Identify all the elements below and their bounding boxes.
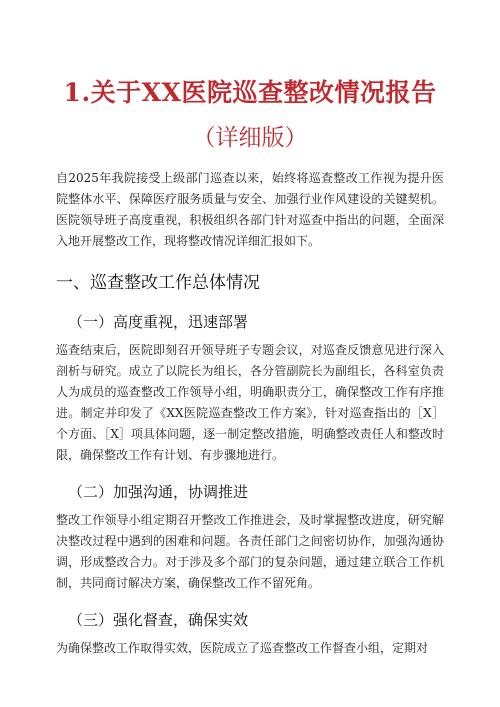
subsection-heading-2: （二）加强沟通，协调推进 — [68, 483, 249, 501]
intro-paragraph: 自2025年我院接受上级部门巡查以来，始终将巡查整改工作视为提升医院整体水平、保障医疗服务质量与安全、加强行业作风建设的关键契机。医院领导班子高度重视，积极组织各部门针对巡查中指出的问题，全面深入地开展整改工作，现将整改情况详细汇报如下。 — [56, 171, 444, 248]
subsection-body-3: 为确保整改工作取得实效，医院成立了巡查整改工作督查小组，定期对 — [56, 641, 429, 655]
subsection-heading-1: （一）高度重视，迅速部署 — [68, 313, 249, 331]
document-subtitle: （详细版） — [192, 125, 308, 151]
subsection-body-1: 巡查结束后，医院即刻召开领导班子专题会议，对巡查反馈意见进行深入剖析与研究。成立了以院长为组长，各分管副院长为副组长，各科室负责人为成员的巡查整改工作领导小组，明确职责分工，确保整改工作有序推进。制定并印发了《XX医院巡查整改工作方案》，针对巡查指出的［X］个方面、［X］项具体问题，逐一制定整改措施，明确整改责任人和整改时限，确保整改工作有计划、有步骤地进行。 — [56, 343, 444, 462]
subsection-heading-3: （三）强化督查，确保实效 — [68, 611, 249, 629]
section-heading-overall: 一、巡查整改工作总体情况 — [56, 273, 260, 293]
subsection-body-2: 整改工作领导小组定期召开整改工作推进会，及时掌握整改进度，研究解决整改过程中遇到的困难和问题。各责任部门之间密切协作，加强沟通协调，形成整改合力。对于涉及多个部门的复杂问题，通过建立联合工作机制，共同商讨解决方案，确保整改工作不留死角。 — [56, 513, 444, 590]
document-title: 1.关于XX医院巡查整改情况报告 — [63, 78, 437, 107]
